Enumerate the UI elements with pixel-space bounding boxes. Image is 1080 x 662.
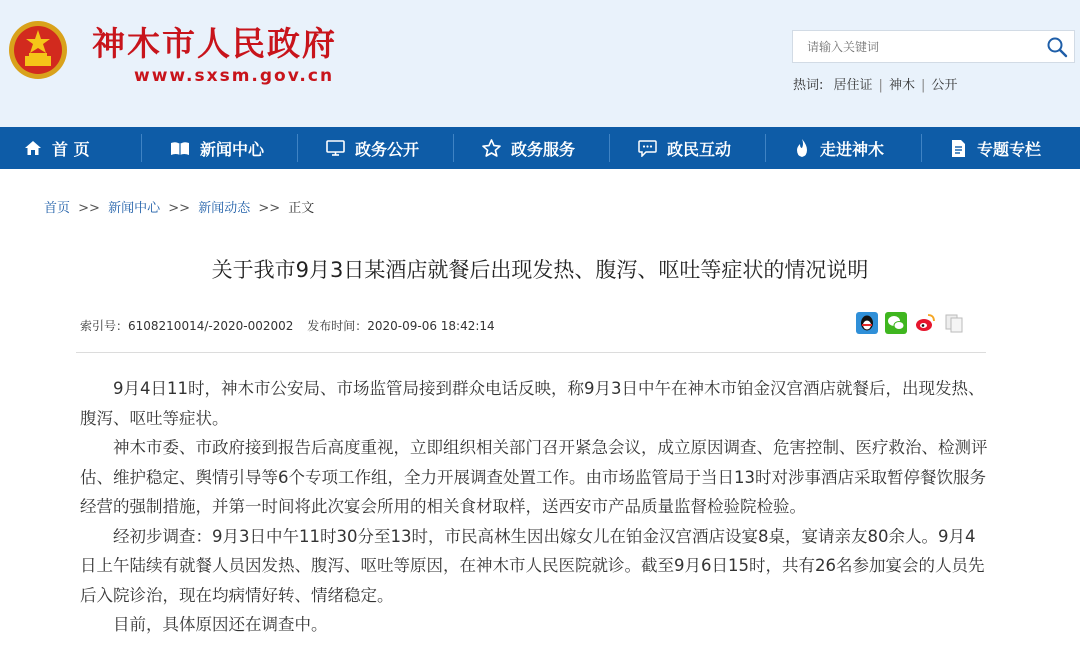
hot-word-link[interactable]: 居住证 xyxy=(833,78,873,93)
flame-icon xyxy=(794,138,810,158)
weibo-share-icon[interactable] xyxy=(914,312,936,334)
article-paragraph: 目前，具体原因还在调查中。 xyxy=(113,615,328,634)
national-emblem-icon xyxy=(8,20,68,80)
search-icon[interactable] xyxy=(1046,36,1068,58)
document-icon xyxy=(950,139,967,158)
book-icon xyxy=(170,141,190,156)
qq-share-icon[interactable] xyxy=(856,312,878,334)
main-nav xyxy=(0,127,1080,169)
hot-word-link[interactable]: 神木 xyxy=(888,78,915,93)
wechat-share-icon[interactable] xyxy=(885,312,907,334)
copy-link-icon[interactable] xyxy=(943,312,965,334)
article-paragraph: 经初步调查：9月3日中午11时30分至13时，市民高林生因出嫁女儿在铂金汉宫酒店设宴8桌，宴请亲友80余人。9月4 日上午陆续有就餐人员因发热、腹泻、呕吐等原因，在神木市人民医院就诊。截至9月6日15时，共有26名参加宴会的人员先后入院诊治，现在均病情好转、情绪稳定。 xyxy=(80,526,985,605)
article-body xyxy=(80,374,988,640)
article-title: 关于我市9月3日某酒店就餐后出现发热、腹泻、呕吐等症状的情况说明 xyxy=(211,258,869,282)
nav-item-services[interactable]: 政务服务 xyxy=(482,127,575,169)
divider xyxy=(76,352,986,353)
article-meta xyxy=(80,317,505,334)
site-url[interactable]: www.sxsm.gov.cn xyxy=(134,66,335,86)
hot-words-label: 热词: xyxy=(793,78,824,93)
nav-item-gov-open[interactable]: 政务公开 xyxy=(326,127,419,169)
home-icon xyxy=(24,140,42,156)
breadcrumb-news[interactable]: 新闻中心 xyxy=(108,201,161,216)
breadcrumb: 首页 >> 新闻中心 >> 新闻动态 >> 正文 xyxy=(44,201,315,216)
breadcrumb-home[interactable]: 首页 xyxy=(44,201,71,216)
nav-item-interaction[interactable]: 政民互动 xyxy=(638,127,731,169)
article-paragraph: 神木市委、市政府接到报告后高度重视，立即组织相关部门召开紧急会议，成立原因调查、危害控制、医疗救治、检测评估、维护稳定、舆情引导等6个专项工作组，全力开展调查处置工作。由市场监管局于当日13时对涉事酒店采取暂停餐饮服务经营的强制措施，并第一时间将此次宴会所用的相关食材取样，送西安市产品质量监督检验院检验。 xyxy=(80,438,988,516)
hot-word-link[interactable]: 公开 xyxy=(931,78,958,93)
site-header xyxy=(0,0,1080,127)
breadcrumb-dynamic[interactable]: 新闻动态 xyxy=(198,201,251,216)
star-icon xyxy=(482,139,501,157)
monitor-icon xyxy=(326,140,345,156)
site-name[interactable]: 神木市人民政府 xyxy=(92,24,337,63)
chat-icon xyxy=(638,140,657,157)
article-paragraph: 9月4日11时，神木市公安局、市场监管局接到群众电话反映，称9月3日中午在神木市铂金汉宫酒店就餐后，出现发热、腹泻、呕吐等症状。 xyxy=(80,379,985,428)
nav-item-topics[interactable]: 专题专栏 xyxy=(950,127,1041,169)
share-bar xyxy=(856,312,972,334)
publish-time: 发布时间：2020-09-06 18:42:14 xyxy=(307,319,495,333)
nav-item-home[interactable]: 首 页 xyxy=(24,127,90,169)
hot-words: 热词: 居住证 | 神木 | 公开 xyxy=(793,78,958,93)
nav-item-about[interactable]: 走进神木 xyxy=(794,127,884,169)
search-input[interactable] xyxy=(793,31,1047,62)
index-number: 索引号：6108210014/-2020-002002 xyxy=(80,319,294,333)
nav-item-news[interactable]: 新闻中心 xyxy=(170,127,264,169)
breadcrumb-current: 正文 xyxy=(288,201,315,216)
search-box[interactable] xyxy=(792,30,1075,63)
